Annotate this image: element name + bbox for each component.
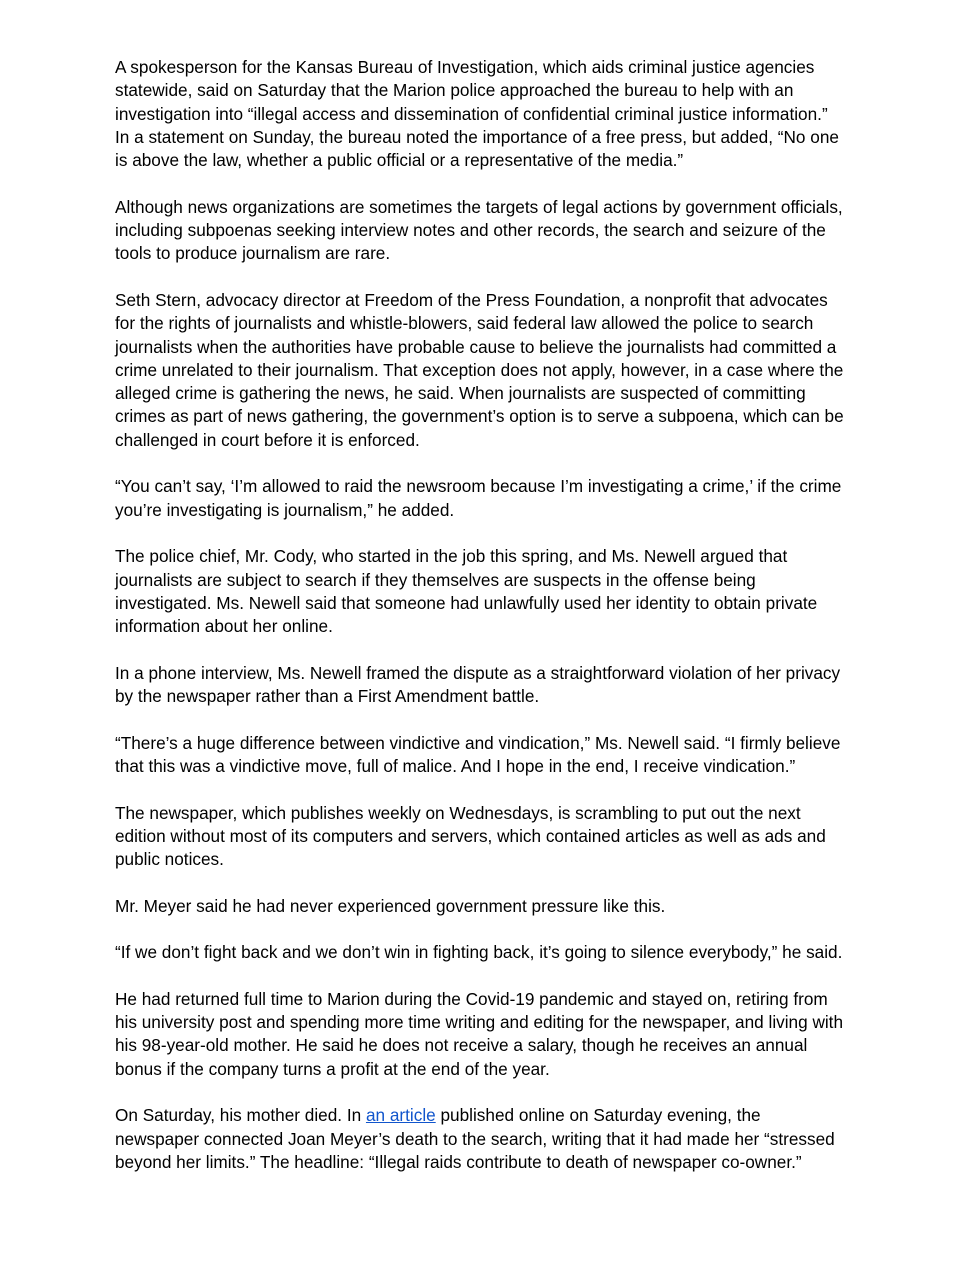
paragraph-returned-marion: He had returned full time to Marion during the Covid-19 pandemic and stayed on, retiring from his university post and spending more time writing and editing for the newspaper, and living with his 98-year-old mother. He said he does not receive a salary, though he receives an annual bonus if the company turns a profit at the end of the year.: [115, 988, 844, 1079]
article-link[interactable]: an article: [365, 1105, 436, 1126]
paragraph-raid-quote: “You can’t say, ‘I’m allowed to raid the newsroom because I’m investigating a crime,’ if the crime you’re investigating is journalism,” he added.: [115, 476, 842, 520]
paragraph-fight-back-quote: “If we don’t fight back and we don’t win in fighting back, it’s going to silence everybody,” he said.: [115, 942, 843, 963]
mother-died-text-after: published online on Saturday evening, the newspaper connected Joan Meyer’s death to the search, writing that it had made her “stressed beyond her limits.” The headline: “Illegal raids contribute to death of newspaper co-owner.”: [115, 1105, 835, 1172]
document-body: [115, 56, 867, 1198]
paragraph-phone-interview: In a phone interview, Ms. Newell framed the dispute as a straightforward violation of her privacy by the newspaper rather than a First Amendment battle.: [115, 662, 841, 707]
paragraph-newell-quote: “There’s a huge difference between vindictive and vindication,” Ms. Newell said. “I firmly believe that this was a vindictive move, full of malice. And I hope in the end, I receive vindication.”: [115, 732, 841, 776]
paragraph-kbi-statement: A spokesperson for the Kansas Bureau of Investigation, which aids criminal justice agencies statewide, said on Saturday that the Marion police approached the bureau to help with an investigation into “illegal access and dissemination of confidential criminal justice information.” In a statement on Sunday, the bureau noted the importance of a free press, but added, “No one is above the law, whether a public official or a representative of the media.”: [115, 57, 839, 171]
paragraph-police-chief: The police chief, Mr. Cody, who started in the job this spring, and Ms. Newell argued that journalists are subject to search if they themselves are suspects in the offense being investigated. Ms. Newell said that someone had unlawfully used her identity to obtain private information about her online.: [115, 546, 818, 637]
paragraph-seth-stern: Seth Stern, advocacy director at Freedom of the Press Foundation, a nonprofit that advocates for the rights of journalists and whistle-blowers, said federal law allowed the police to search journalists when the authorities have probable cause to believe the journalists had committed a crime unrelated to their journalism. That exception does not apply, however, in a case where the alleged crime is gathering the news, he said. When journalists are suspected of committing crimes as part of news gathering, the government’s option is to serve a subpoena, which can be challenged in court before it is enforced.: [115, 289, 844, 450]
paragraph-meyer-pressure: Mr. Meyer said he had never experienced government pressure like this.: [115, 895, 666, 916]
mother-died-text-before: On Saturday, his mother died. In: [115, 1105, 366, 1126]
paragraph-legal-actions: Although news organizations are sometimes the targets of legal actions by government officials, including subpoenas seeking interview notes and other records, the search and seizure of the tools to produce journalism are rare.: [115, 196, 843, 264]
paragraph-newspaper-weekly: The newspaper, which publishes weekly on Wednesdays, is scrambling to put out the next edition without most of its computers and servers, which contained articles as well as ads and public notices.: [115, 802, 826, 870]
paragraph-mother-died: [115, 1104, 867, 1174]
